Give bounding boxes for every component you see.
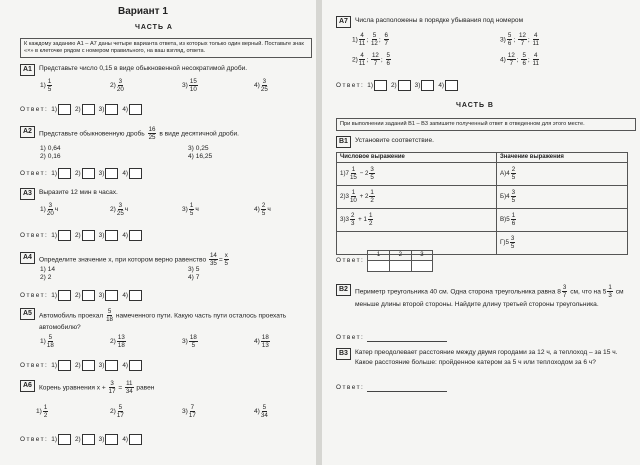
question-text: Числа расположены в порядке убывания под номером [354,17,524,24]
answer-box-4[interactable] [129,168,142,179]
answer-box-4[interactable] [129,434,142,445]
options-a4-left: 1) 14 2) 2 [40,266,56,281]
question-number: В1 [336,136,351,148]
answer-box-2[interactable] [82,290,95,301]
answer-box-1[interactable] [58,360,71,371]
answer-row-a3: Ответ: 1) 2) 3) 4) [20,230,146,241]
answer-line[interactable] [367,384,447,392]
question-number: А1 [20,64,35,76]
options-a1 [40,78,300,93]
options-a2-left: 1) 0,64 2) 0,16 [40,145,61,160]
col-header-expression: Числовое выражение [337,153,497,163]
b1-table [336,152,628,255]
option-2: 2) 3 25 ч [110,202,129,217]
answer-box-3[interactable] [421,80,434,91]
option-3: 3) 15 10 [182,78,197,93]
answer-row-b1: Ответ: 1 2 3 [336,250,433,272]
option-4: 4) 18 13 [254,334,269,349]
part-a-instruction: К каждому заданию А1 – А7 даны четыре варианта ответа, из которых только один верный. Поставьте знак «×» в клеточке рядом с номером правильного, на ваш взгляд, ответа. [20,38,312,58]
question-number: А7 [336,16,351,28]
question-text: Автомобиль проехал $\frac{5}{18}$ намеченного пути. Какую часть пути осталось проехать автомобилю? [38,308,287,331]
answer-row-b3: Ответ: [336,384,447,392]
option-3: 3) 1 5 ч [182,202,199,217]
answer-box-2[interactable] [82,168,95,179]
question-text: Выразите 12 мин в часах. [38,189,118,196]
answer-box-2[interactable] [398,80,411,91]
option-3: 3) 7 17 [182,404,196,419]
answer-box-1[interactable] [58,168,71,179]
question-text: Представьте обыкновенную дробь $\frac{16}{25}$ в виде десятичной дроби. [38,126,239,141]
option-1: 1) 3 20 ч [40,202,59,217]
answer-box-1[interactable] [58,434,71,445]
option-1: 1) 1 2 [36,404,48,419]
answer-box-1[interactable] [58,290,71,301]
option-4: 4) 5 34 [254,404,268,419]
table-row: 2)3 $\frac{1}{10}$ + 2 $\frac{1}{2}$ Б)4 $\frac{3}{5}$ [337,185,628,208]
question-number: А6 [20,380,35,392]
option-1: 1) 1 5 [40,78,52,93]
option-a7-2: 2) $\frac{4}{11}$ ; $\frac{12}{7}$ ; $\frac{5}{6}$ [352,52,390,67]
question-text: Представьте число 0,15 в виде обыкновенной несократимой дроби. [38,65,248,72]
options-a5 [40,334,300,349]
option-3: 3) 18 5 [182,334,197,349]
question-number: А4 [20,252,35,264]
option-a7-3: 3) $\frac{5}{6}$ ; $\frac{12}{7}$ ; $\frac{4}{11}$ [500,32,539,47]
answer-box-3[interactable] [105,168,118,179]
left-page [0,0,316,465]
answer-row-b2: Ответ: [336,334,447,342]
answer-box-3[interactable] [105,290,118,301]
answer-box-3[interactable] [105,360,118,371]
b1-answer-grid: 1 2 3 [367,250,433,272]
question-text: Корень уравнения x + $\frac{3}{17}$ = $\frac{11}{34}$ равен [38,380,155,395]
question-number: А3 [20,188,35,200]
answer-box-4[interactable] [129,290,142,301]
question-a5 [20,308,305,333]
question-a6 [20,380,154,395]
question-b1 [336,136,434,148]
col-header-value: Значение выражения [497,153,628,163]
option-2: 2) 5 17 [110,404,124,419]
question-a3 [20,188,118,200]
variant-title: Вариант 1 [118,6,168,17]
table-row: Г)5 $\frac{3}{5}$ [337,231,628,254]
answer-box-4[interactable] [445,80,458,91]
option-4: 4) 3 25 [254,78,268,93]
options-a2-right: 3) 0,25 4) 16,25 [188,145,213,160]
answer-line[interactable] [367,334,447,342]
answer-box-1[interactable] [58,230,71,241]
option-2: 2) 3 20 [110,78,124,93]
answer-cell-2[interactable] [389,260,411,271]
question-a2 [20,126,239,141]
option-2: 2) 13 18 [110,334,125,349]
question-text: Определите значение x, при котором верно равенство $\frac{14}{35}$ = $\frac{x}{5}$ [38,252,228,267]
option-a7-4: 4) $\frac{12}{7}$ ; $\frac{5}{6}$ ; $\frac{4}{11}$ [500,52,539,67]
question-number: А2 [20,126,35,138]
answer-cell-1[interactable] [368,260,390,271]
question-text: Установите соответствие. [354,137,434,144]
question-number: В3 [336,348,351,360]
question-b2 [336,284,632,311]
answer-row-a2: Ответ: 1) 2) 3) 4) [20,168,146,179]
answer-row-a4: Ответ: 1) 2) 3) 4) [20,290,146,301]
answer-box-1[interactable] [58,104,71,115]
question-number: А5 [20,308,35,320]
table-row: 1)7 $\frac{1}{15}$ − 2 $\frac{3}{5}$ А)4 $\frac{2}{5}$ [337,162,628,185]
part-b-title: ЧАСТЬ В [456,102,494,109]
right-page [322,0,640,465]
table-row: 3)3 $\frac{2}{3}$ + 1 $\frac{1}{2}$ В)5 $\frac{1}{6}$ [337,208,628,231]
question-a7 [336,16,523,28]
answer-box-4[interactable] [129,104,142,115]
question-text: Периметр треугольника 40 см. Одна сторона треугольника равна 8 $\frac{3}{7}$ см, что на 5 $\frac{1}{3}$ см меньше длины второй стороны. Найдите длину третьей стороны треугольника. [354,284,624,308]
answer-row-a5: Ответ: 1) 2) 3) 4) [20,360,146,371]
answer-box-3[interactable] [105,104,118,115]
answer-box-2[interactable] [82,104,95,115]
question-b3 [336,348,632,368]
answer-box-2[interactable] [82,360,95,371]
answer-box-2[interactable] [82,230,95,241]
part-b-instruction: При выполнении заданий В1 – В3 запишите полученный ответ в отведенном для этого месте. [336,118,636,131]
options-a3 [40,202,300,217]
answer-box-3[interactable] [105,434,118,445]
option-4: 4) 2 5 ч [254,202,271,217]
options-a4-right: 3) 5 4) 7 [188,266,200,281]
answer-box-2[interactable] [82,434,95,445]
question-text: Катер преодолевает расстояние между двумя городами за 12 ч, а теплоход – за 15 ч. Какое расстояние больше: пройденное катером за 5 ч или теплоходом за 6 ч? [354,349,618,366]
answer-row-a6: Ответ: 1) 2) 3) 4) [20,434,146,445]
answer-box-3[interactable] [105,230,118,241]
answer-row-a7: Ответ: 1) 2) 3) 4) [336,80,462,91]
answer-box-1[interactable] [374,80,387,91]
options-a6 [36,404,296,419]
question-a4 [20,252,230,267]
option-a7-1: 1) $\frac{4}{11}$ ; $\frac{5}{12}$ ; $\frac{6}{7}$ [352,32,388,47]
question-a1 [20,64,247,76]
part-a-title: ЧАСТЬ А [135,24,173,31]
answer-row-a1: Ответ: 1) 2) 3) 4) [20,104,146,115]
answer-cell-3[interactable] [411,260,433,271]
question-number: В2 [336,284,351,296]
option-1: 1) 5 18 [40,334,54,349]
answer-box-4[interactable] [129,230,142,241]
answer-box-4[interactable] [129,360,142,371]
